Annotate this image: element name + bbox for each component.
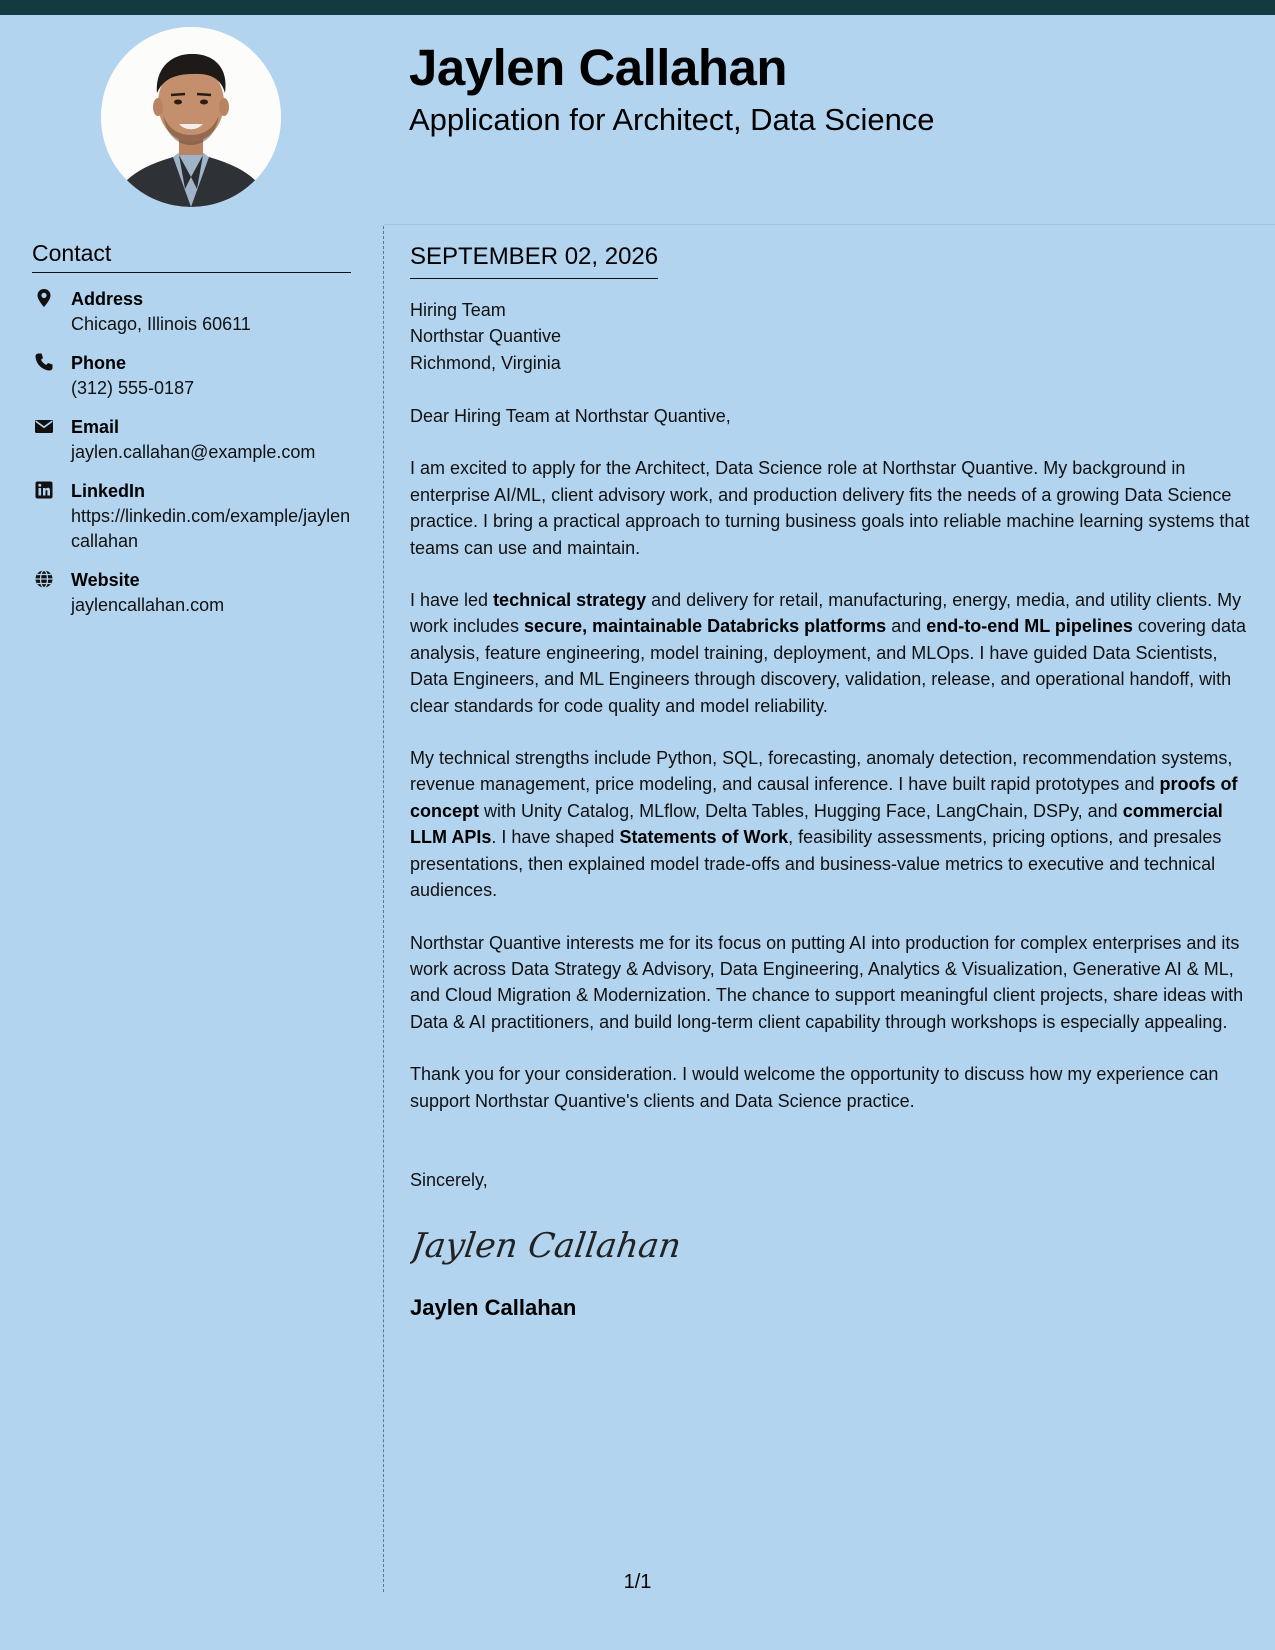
column-divider [383, 226, 384, 1592]
page-number: 1/1 [623, 1571, 652, 1593]
letter-paragraph [410, 587, 1255, 719]
contact-item-phone [32, 351, 351, 401]
contact-item-linkedin [32, 479, 351, 554]
contact-label: Address [71, 288, 144, 309]
handwritten-signature [410, 1215, 1255, 1275]
letter-paragraph [410, 1061, 1255, 1114]
cover-letter-body [410, 243, 1255, 1322]
profile-photo-illustration [101, 27, 281, 207]
paragraph-text: with Unity Catalog, MLflow, Delta Tables, Hugging Face, LangChain, DSPy, and [479, 800, 1123, 821]
signer-name: Jaylen Callahan [410, 1295, 577, 1321]
contact-item-website [32, 568, 351, 618]
svg-text:Jaylen Callahan: Jaylen Callahan [410, 1226, 680, 1267]
email-value[interactable]: jaylen.callahan@example.com [71, 441, 316, 462]
emphasis-text: commercial LLM APIs [410, 800, 1223, 848]
contact-label: Phone [71, 352, 127, 373]
globe-icon [34, 569, 54, 589]
linkedin-value[interactable]: https://linkedin.com/example/jaylencallahan [71, 505, 351, 551]
paragraph-text: My technical strengths include Python, SQL, forecasting, anomaly detection, recommendation systems, revenue management, price modeling, and causal inference. I have built rapid prototypes and [410, 748, 1233, 795]
paragraph-text: Thank you for your consideration. I would welcome the opportunity to discuss how my experience can support Northstar Quantive's clients and Data Science practice. [410, 1064, 1219, 1111]
letter-paragraph [410, 745, 1255, 903]
contact-sidebar [32, 240, 351, 632]
signature-image [410, 1215, 680, 1275]
contact-item-email [32, 415, 351, 465]
recipient-block [410, 297, 1255, 376]
paragraph-text: . I have shaped [491, 827, 620, 848]
emphasis-text: secure, maintainable Databricks platforms [524, 616, 887, 637]
paragraph-text: I am excited to apply for the Architect, Data Science role at Northstar Quantive. My background in enterprise AI/ML, client advisory work, and production delivery fits the needs of a growing Data Science practice. I bring a practical approach to turning business goals into reliable machine learning systems that teams can use and maintain. [410, 458, 1250, 558]
header-rule [384, 224, 1275, 225]
location-pin-icon [34, 288, 54, 308]
paragraph-text: I have led [410, 590, 494, 611]
letter-paragraphs [410, 455, 1255, 1114]
contact-list [32, 287, 351, 618]
recipient-line: Northstar Quantive [410, 326, 562, 347]
paragraph-text: and [886, 616, 927, 637]
envelope-icon [34, 416, 54, 436]
emphasis-text: end-to-end ML pipelines [926, 616, 1133, 637]
contact-heading: Contact [32, 240, 351, 273]
contact-item-address [32, 287, 351, 337]
address-value: Chicago, Illinois 60611 [71, 313, 251, 334]
letter-paragraph [410, 455, 1255, 561]
phone-icon [34, 352, 54, 372]
website-value[interactable]: jaylencallahan.com [71, 594, 225, 615]
application-subtitle: Application for Architect, Data Science [409, 102, 935, 137]
profile-photo [101, 27, 281, 207]
closing: Sincerely, [410, 1169, 488, 1190]
salutation: Dear Hiring Team at Northstar Quantive, [410, 406, 731, 427]
contact-label: LinkedIn [71, 480, 146, 501]
paragraph-text: and delivery for retail, manufacturing, energy, media, and utility clients. My work includes [410, 590, 1242, 637]
letter-date: SEPTEMBER 02, 2026 [410, 243, 658, 279]
letter-paragraph [410, 930, 1255, 1036]
recipient-line: Richmond, Virginia [410, 352, 561, 373]
contact-label: Website [71, 569, 140, 590]
emphasis-text: proofs of concept [410, 774, 1238, 821]
phone-value: (312) 555-0187 [71, 377, 195, 398]
paragraph-text: , feasibility assessments, pricing options, and presales presentations, then explained model trade-offs and business-value metrics to executive and technical audiences. [410, 827, 1222, 901]
contact-label: Email [71, 416, 120, 437]
emphasis-text: Statements of Work [619, 827, 789, 848]
applicant-name: Jaylen Callahan [409, 39, 788, 96]
recipient-line: Hiring Team [410, 299, 506, 320]
linkedin-icon [34, 480, 54, 500]
top-accent-bar [0, 0, 1275, 15]
emphasis-text: technical strategy [493, 590, 647, 611]
paragraph-text: covering data analysis, feature engineering, model training, deployment, and MLOps. I have guided Data Scientists, Data Engineers, and ML Engineers through discovery, validation, release, and operational handoff, with clear standards for code quality and model reliability. [410, 616, 1246, 716]
paragraph-text: Northstar Quantive interests me for its focus on putting AI into production for complex enterprises and its work across Data Strategy & Advisory, Data Engineering, Analytics & Visualization, Generative AI & ML, and Cloud Migration & Modernization. The chance to support meaningful client projects, share ideas with Data & AI practitioners, and build long-term client capability through workshops is especially appealing. [410, 932, 1244, 1032]
